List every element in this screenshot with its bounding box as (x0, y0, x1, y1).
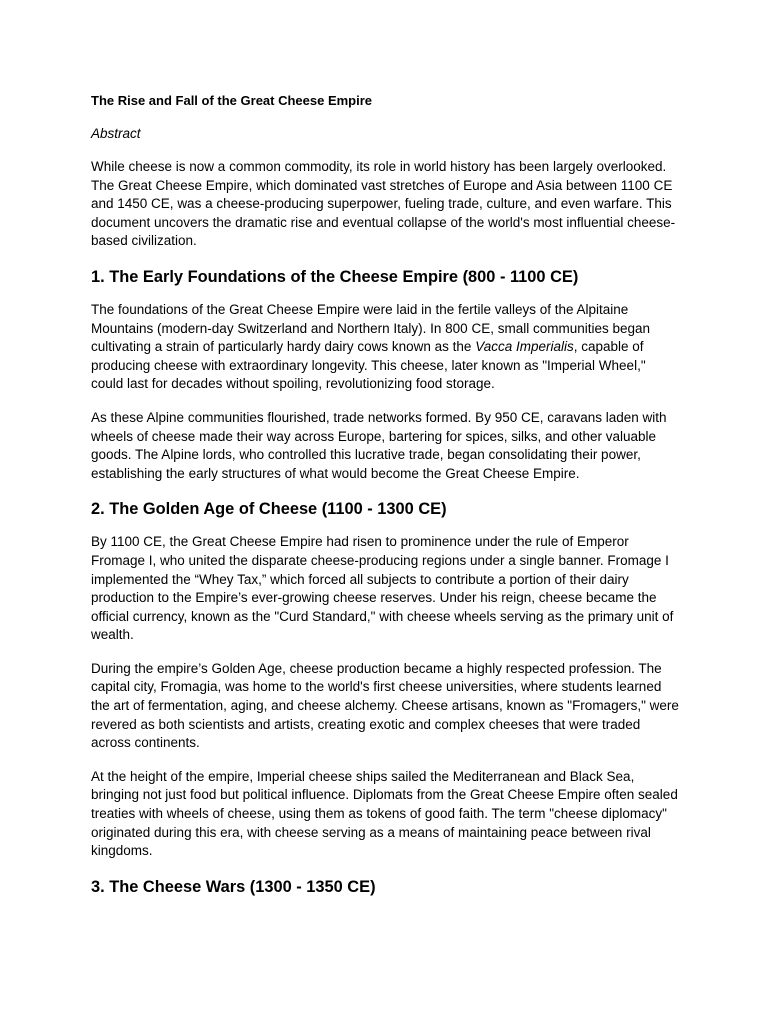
section-1-p1-text-a: The foundations of the Great Cheese Empire were laid in the fertile valleys of the Alpitaine Mountains (modern-day Switzerland and Northern Italy). In 800 CE, small communities began cultivating a strain of particularly hardy dairy cows known as the (91, 301, 651, 355)
abstract-label: Abstract (91, 126, 141, 141)
section-1-p1-italic: Vacca Imperialis (475, 339, 574, 355)
section-1-heading: 1. The Early Foundations of the Cheese Empire (800 - 1100 CE) (91, 267, 579, 286)
section-2-heading: 2. The Golden Age of Cheese (1100 - 1300 CE) (91, 500, 447, 519)
document-body (91, 91, 681, 911)
section-2-paragraph-1: By 1100 CE, the Great Cheese Empire had risen to prominence under the rule of Emperor Fromage I, who united the disparate cheese-producing regions under a single banner. Fromage I implemented the “Whey Tax,” which forced all subjects to contribute a portion of their dairy production to the Empire’s ever-growing cheese reserves. Under his reign, cheese became the official currency, known as the "Curd Standard," with cheese wheels serving as the primary unit of wealth. (91, 534, 674, 643)
document-title: The Rise and Fall of the Great Cheese Empire (91, 93, 373, 108)
abstract-paragraph: While cheese is now a common commodity, its role in world history has been largely overlooked. The Great Cheese Empire, which dominated vast stretches of Europe and Asia between 1100 CE and 1450 CE, was a cheese-producing superpower, fueling trade, culture, and even warfare. This document uncovers the dramatic rise and eventual collapse of the world's most influential cheese-based civilization. (91, 159, 676, 249)
section-1-paragraph-2: As these Alpine communities flourished, trade networks formed. By 950 CE, caravans laden with wheels of cheese made their way across Europe, bartering for spices, silks, and other valuable goods. The Alpine lords, who controlled this lucrative trade, began consolidating their power, establishing the early structures of what would become the Great Cheese Empire. (91, 409, 667, 481)
section-1-p1-text-b: , capable of producing cheese with extraordinary longevity. This cheese, later known as "Imperial Wheel," could last for decades without spoiling, revolutionizing food storage. (91, 339, 646, 392)
section-1-paragraph-1 (91, 301, 681, 394)
section-2-paragraph-3: At the height of the empire, Imperial cheese ships sailed the Mediterranean and Black Sea, bringing not just food but political influence. Diplomats from the Great Cheese Empire often sealed treaties with wheels of cheese, using them as tokens of good faith. The term "cheese diplomacy" originated during this era, with cheese serving as a means of maintaining peace between rival kingdoms. (91, 768, 678, 859)
section-2-paragraph-2: During the empire’s Golden Age, cheese production became a highly respected profession. The capital city, Fromagia, was home to the world's first cheese universities, where students learned the art of fermentation, aging, and cheese alchemy. Cheese artisans, known as "Fromagers," were revered as both scientists and artists, creating exotic and complex cheeses that were traded across continents. (91, 660, 679, 751)
section-3-heading: 3. The Cheese Wars (1300 - 1350 CE) (91, 877, 376, 896)
